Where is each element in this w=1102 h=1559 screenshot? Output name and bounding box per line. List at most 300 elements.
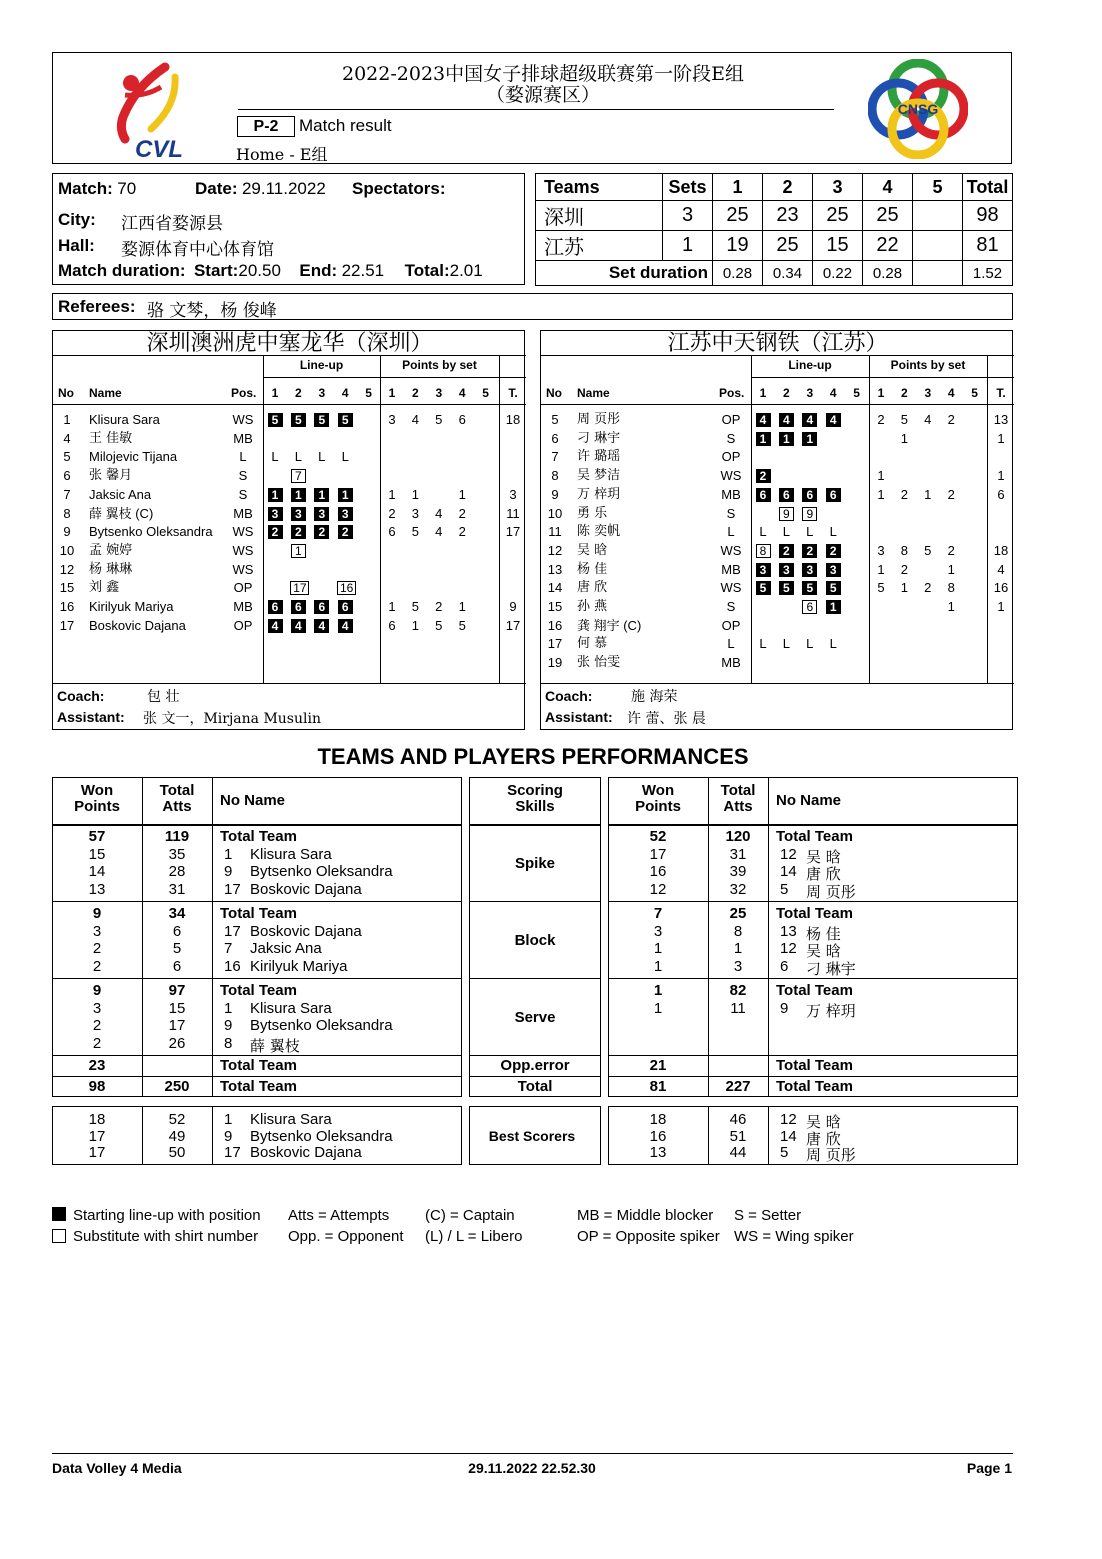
won-points: 1 xyxy=(653,982,663,999)
player-number: 13 xyxy=(547,561,563,577)
set-points: 8 xyxy=(947,580,955,596)
points-set-header: 5 xyxy=(482,386,489,400)
player-number: 1 xyxy=(224,845,233,863)
won-points: 1 xyxy=(653,940,663,957)
player-number: 14 xyxy=(780,1127,797,1145)
set-points: 5 xyxy=(900,412,908,427)
player-number: 6 xyxy=(780,957,789,975)
player-position: L xyxy=(727,636,735,652)
player-number: 6 xyxy=(63,468,71,484)
player-name: Jaksic Ana xyxy=(250,940,322,957)
total-team-label: Total Team xyxy=(220,1057,297,1074)
points-set-header: 3 xyxy=(435,386,443,400)
set1-duration: 0.28 xyxy=(713,261,763,286)
points-set-header: 4 xyxy=(458,386,466,400)
set-points: 2 xyxy=(877,412,885,427)
starting-position-box: 4 xyxy=(802,413,817,427)
player-position: WS xyxy=(232,524,254,540)
player-name: Klisura Sara xyxy=(89,412,160,427)
player-name: Bytsenko Oleksandra xyxy=(250,863,393,880)
player-name: 刘 鑫 xyxy=(89,580,120,596)
total-attempts: 17 xyxy=(168,1017,186,1034)
starting-position-box: 4 xyxy=(826,413,841,427)
set4-header: 4 xyxy=(863,174,913,201)
legend-s: S = Setter xyxy=(734,1207,802,1224)
sets-header: Sets xyxy=(663,174,713,201)
starting-position-box: 5 xyxy=(338,413,353,427)
won-points-header-line2: Points xyxy=(74,798,120,815)
set-points: 1 xyxy=(924,486,932,502)
total-attempts: 6 xyxy=(172,922,182,940)
set-duration-label: Set duration xyxy=(536,261,713,286)
player-name: 孙 燕 xyxy=(577,599,608,614)
set-points: 1 xyxy=(947,561,955,577)
player-number: 7 xyxy=(224,940,233,957)
total-atts-header-line2: Atts xyxy=(162,798,192,815)
won-points: 98 xyxy=(88,1078,106,1095)
page-code: P-2 xyxy=(237,116,295,137)
starting-position-box: 4 xyxy=(779,413,794,427)
player-number: 1 xyxy=(224,999,233,1017)
player-name: 吴 晗 xyxy=(806,1113,841,1131)
set-points: 5 xyxy=(924,542,932,558)
starting-position-box: 2 xyxy=(268,525,283,539)
starting-position-box: 4 xyxy=(338,619,353,633)
legend-captain: (C) = Captain xyxy=(425,1207,515,1224)
player-position: S xyxy=(726,599,736,614)
won-points: 15 xyxy=(88,845,106,863)
match-number: 70 xyxy=(117,179,137,198)
no-name-header: No Name xyxy=(776,792,842,809)
total-attempts: 82 xyxy=(729,982,747,999)
substitute-number-box: 16 xyxy=(337,581,356,595)
player-number: 15 xyxy=(547,599,563,614)
total-attempts: 1 xyxy=(733,940,743,957)
player-name: 刁 琳宇 xyxy=(577,430,621,446)
set-points: 6 xyxy=(388,617,396,633)
set3-header: 3 xyxy=(813,174,863,201)
won-points: 12 xyxy=(649,880,667,898)
player-number: 12 xyxy=(780,845,797,863)
starting-position-box: 3 xyxy=(756,563,771,577)
starting-position-box: 3 xyxy=(826,563,841,577)
won-points: 9 xyxy=(92,982,102,999)
referees-value: 骆 文棽，杨 俊峰 xyxy=(147,301,277,321)
set-points: 2 xyxy=(924,580,932,596)
total-attempts: 250 xyxy=(164,1078,190,1095)
substitute-number-box: 7 xyxy=(291,469,306,483)
player-total: 17 xyxy=(505,617,521,633)
starting-position-box: 6 xyxy=(779,488,794,502)
starting-position-box: 2 xyxy=(756,469,771,483)
set-points: 5 xyxy=(458,617,466,633)
set-points: 4 xyxy=(924,412,932,427)
won-points: 13 xyxy=(88,880,106,898)
player-name: 吴 梦洁 xyxy=(577,468,621,484)
set-points: 2 xyxy=(458,524,466,540)
won-points: 17 xyxy=(649,845,667,863)
starting-position-box: 1 xyxy=(802,432,817,446)
player-number: 19 xyxy=(547,655,563,671)
player-number: 6 xyxy=(551,430,559,446)
team-a-set4: 25 xyxy=(863,201,913,231)
pos-header: Pos. xyxy=(231,386,257,400)
player-total: 11 xyxy=(506,505,520,521)
total-attempts: 34 xyxy=(168,905,186,922)
player-name: 周 页彤 xyxy=(577,412,621,427)
player-name: 刁 琳宇 xyxy=(806,959,856,978)
assistant-name: 张 文一，Mirjana Musulin xyxy=(143,711,321,727)
player-name: Total Team xyxy=(220,905,297,922)
set-points: 1 xyxy=(411,617,419,633)
player-position: WS xyxy=(232,561,254,577)
player-name: Kirilyuk Mariya xyxy=(89,599,174,614)
points-by-set-header: Points by set xyxy=(402,358,477,372)
player-number: 7 xyxy=(551,449,559,465)
player-number: 15 xyxy=(59,580,75,596)
lineup-set-header: 1 xyxy=(759,386,767,400)
starting-position-box: 6 xyxy=(314,600,329,614)
player-total: 13 xyxy=(993,412,1009,427)
player-number: 17 xyxy=(224,1144,241,1161)
player-position: WS xyxy=(720,580,742,596)
team-name: 江苏中天钢铁（江苏） xyxy=(541,331,1014,356)
opp-error-label: Opp.error xyxy=(500,1057,570,1074)
points-set-header: 3 xyxy=(924,386,932,400)
points-by-set-header: Points by set xyxy=(890,358,966,372)
won-points-header-line2: Points xyxy=(635,798,681,815)
total-atts-header-line1: Total xyxy=(159,782,195,799)
starting-position-box: 2 xyxy=(826,544,841,558)
won-points: 17 xyxy=(88,1144,106,1161)
player-number: 1 xyxy=(63,412,71,427)
player-name: Boskovic Dajana xyxy=(89,617,186,633)
won-points: 3 xyxy=(92,999,102,1017)
starting-position-box: 1 xyxy=(826,600,841,614)
starting-position-box: 6 xyxy=(291,600,306,614)
player-number: 9 xyxy=(224,1017,233,1034)
player-name: Bytsenko Oleksandra xyxy=(89,524,213,540)
won-points: 13 xyxy=(649,1144,667,1161)
total-attempts: 44 xyxy=(729,1144,747,1161)
total-atts-header-line2: Atts xyxy=(723,798,753,815)
lineup-set-header: 4 xyxy=(341,386,349,400)
name-header: Name xyxy=(577,386,610,400)
home-line: Home - E组 xyxy=(236,145,328,164)
starting-position-box: 2 xyxy=(779,544,794,558)
player-number: 8 xyxy=(63,505,71,521)
team-b-set3: 15 xyxy=(813,231,863,261)
set-points: 2 xyxy=(947,542,955,558)
teams-header: Teams xyxy=(536,174,663,201)
set-points: 2 xyxy=(435,599,443,614)
total-attempts: 8 xyxy=(733,922,743,940)
column-divider xyxy=(768,1106,769,1165)
player-name: 龚 翔宇 (C) xyxy=(577,617,642,633)
total-team-label: Total Team xyxy=(776,1057,853,1074)
row-divider xyxy=(52,978,462,979)
lineup-set-header: 3 xyxy=(318,386,326,400)
starting-position-box: 6 xyxy=(826,488,841,502)
total-header: T. xyxy=(508,386,518,400)
player-number: 12 xyxy=(59,561,75,577)
footer-divider xyxy=(52,1453,1013,1454)
total-attempts: 11 xyxy=(730,999,746,1017)
row-divider xyxy=(608,1076,1018,1077)
won-points: 2 xyxy=(92,940,102,957)
set-points: 5 xyxy=(435,617,443,633)
player-position: MB xyxy=(233,430,253,446)
player-total: 18 xyxy=(993,542,1009,558)
best-scorers-label: Best Scorers xyxy=(488,1128,576,1144)
set-points: 3 xyxy=(877,542,885,558)
starting-position-box: 3 xyxy=(779,563,794,577)
won-points: 7 xyxy=(653,905,663,922)
total-team-label: Total Team xyxy=(776,1078,853,1095)
team-a-set1: 25 xyxy=(713,201,763,231)
won-points: 18 xyxy=(649,1111,667,1128)
starting-position-box: 4 xyxy=(291,619,306,633)
player-number: 9 xyxy=(551,486,559,502)
lineup-header: Line-up xyxy=(788,358,832,372)
player-name: 唐 欣 xyxy=(806,1129,841,1148)
team-b-set1: 19 xyxy=(713,231,763,261)
start-label: Start: xyxy=(193,261,239,280)
starting-position-box: 4 xyxy=(268,619,283,633)
player-number: 10 xyxy=(547,505,563,521)
player-name: 周 页彤 xyxy=(806,882,856,901)
player-number: 10 xyxy=(59,542,75,558)
total-attempts: 6 xyxy=(172,957,182,975)
starting-position-box: 3 xyxy=(268,507,283,521)
player-number: 8 xyxy=(224,1034,233,1052)
row-divider xyxy=(469,978,601,979)
player-position: OP xyxy=(721,617,741,633)
spectators-label: Spectators: xyxy=(352,179,446,198)
scoring-skills-header-line2: Skills xyxy=(515,798,555,815)
player-position: MB xyxy=(233,505,253,521)
starting-position-box: 2 xyxy=(802,544,817,558)
set-points: 2 xyxy=(900,486,908,502)
no-name-header: No Name xyxy=(220,792,286,809)
won-points: 81 xyxy=(649,1078,667,1095)
libero-mark: L xyxy=(829,636,837,652)
skill-label-block: Block xyxy=(514,932,556,949)
starting-position-box: 5 xyxy=(314,413,329,427)
set-points: 1 xyxy=(947,599,955,614)
player-name: 勇 乐 xyxy=(577,505,608,521)
starting-position-box: 5 xyxy=(268,413,283,427)
set-points: 3 xyxy=(411,505,419,521)
starting-position-box: 1 xyxy=(268,488,283,502)
set-points: 6 xyxy=(388,524,396,540)
player-number: 9 xyxy=(780,999,789,1017)
team-name: 深圳澳洲虎中塞龙华（深圳） xyxy=(53,331,526,356)
substitute-number-box: 6 xyxy=(802,600,817,614)
player-name: Bytsenko Oleksandra xyxy=(250,1017,393,1034)
substitute-number-box: 17 xyxy=(290,581,309,595)
player-total: 1 xyxy=(997,468,1005,484)
set-points: 1 xyxy=(877,561,885,577)
player-position: L xyxy=(727,524,735,540)
player-position: L xyxy=(239,449,247,465)
total-atts-header-line1: Total xyxy=(720,782,756,799)
total-header: Total xyxy=(963,174,1013,201)
lineup-set-header: 5 xyxy=(853,386,860,400)
referees-label: Referees: xyxy=(58,297,136,316)
duration-label: Match duration: xyxy=(58,261,186,280)
skill-label-serve: Serve xyxy=(514,1009,556,1026)
starting-position-box: 4 xyxy=(314,619,329,633)
libero-mark: L xyxy=(829,524,837,540)
player-name: 杨 佳 xyxy=(577,561,608,577)
player-name: Boskovic Dajana xyxy=(250,880,362,898)
player-name: 杨 佳 xyxy=(806,924,841,943)
player-number: 12 xyxy=(780,940,797,957)
player-position: OP xyxy=(721,449,741,465)
player-total: 18 xyxy=(505,412,521,427)
player-number: 17 xyxy=(224,880,241,898)
legend-op: OP = Opposite spiker xyxy=(577,1228,720,1245)
coach-label: Coach: xyxy=(57,688,105,704)
player-name: Jaksic Ana xyxy=(89,486,152,502)
total-value: 2.01 xyxy=(449,261,483,280)
points-set-header: 2 xyxy=(901,386,908,400)
starting-position-box: 5 xyxy=(826,581,841,595)
name-header: Name xyxy=(89,386,122,400)
libero-mark: L xyxy=(782,524,790,540)
player-name: 陈 奕帆 xyxy=(577,524,621,540)
player-number: 17 xyxy=(547,636,563,652)
coach-label: Coach: xyxy=(545,688,593,704)
player-number: 16 xyxy=(547,617,563,633)
starting-position-box: 5 xyxy=(802,581,817,595)
won-points: 52 xyxy=(649,828,667,845)
player-position: OP xyxy=(233,617,253,633)
total-attempts: 97 xyxy=(168,982,186,999)
starting-position-box: 1 xyxy=(314,488,329,502)
player-total: 16 xyxy=(993,580,1009,596)
player-name: Kirilyuk Mariya xyxy=(250,957,348,975)
player-name: 万 梓玥 xyxy=(806,1001,856,1020)
player-number: 9 xyxy=(224,863,233,880)
end-label: End: xyxy=(299,261,338,280)
player-number: 13 xyxy=(780,922,797,940)
starting-position-box: 2 xyxy=(314,525,329,539)
libero-mark: L xyxy=(782,636,790,652)
player-name: Total Team xyxy=(220,982,297,999)
team-b-sets: 1 xyxy=(663,231,713,261)
libero-mark: L xyxy=(759,636,767,652)
hall-value: 婺源体育中心体育馆 xyxy=(121,240,274,260)
total-attempts: 39 xyxy=(729,863,747,880)
won-points: 16 xyxy=(649,1127,667,1145)
player-name: Boskovic Dajana xyxy=(250,1144,362,1161)
set-points: 1 xyxy=(900,580,908,596)
page-subtitle: （婺源赛区） xyxy=(485,84,600,106)
player-name: 万 梓玥 xyxy=(577,486,621,502)
libero-mark: L xyxy=(341,449,349,465)
set-points: 5 xyxy=(877,580,885,596)
starting-position-box: 1 xyxy=(779,432,794,446)
player-name: Total Team xyxy=(220,828,297,845)
date-label: Date: xyxy=(195,179,238,198)
player-total: 17 xyxy=(505,524,521,540)
set-points: 2 xyxy=(458,505,466,521)
team-a-short: 深圳 xyxy=(536,201,663,231)
page-name: Match result xyxy=(299,116,392,135)
assistant-label: Assistant: xyxy=(57,709,125,725)
player-number: 5 xyxy=(780,1144,789,1161)
player-number: 16 xyxy=(224,957,241,975)
no-header: No xyxy=(58,386,74,400)
set1-header: 1 xyxy=(713,174,763,201)
team-a-sets: 3 xyxy=(663,201,713,231)
row-divider xyxy=(469,1076,601,1077)
end-value: 22.51 xyxy=(341,261,385,280)
substitute-number-box: 9 xyxy=(779,507,794,521)
set-points: 8 xyxy=(900,542,908,558)
pos-header: Pos. xyxy=(719,386,745,400)
team-b-set4: 22 xyxy=(863,231,913,261)
lineup-set-header: 5 xyxy=(365,386,372,400)
page-title: 2022-2023中国女子排球超级联赛第一阶段E组 xyxy=(342,63,744,85)
legend-substitute: Substitute with shirt number xyxy=(73,1228,259,1245)
starting-position-box: 1 xyxy=(756,432,771,446)
team-b-total: 81 xyxy=(963,231,1013,261)
won-points: 21 xyxy=(649,1057,667,1074)
set-points: 1 xyxy=(411,486,419,502)
player-number: 4 xyxy=(63,430,71,446)
player-total: 3 xyxy=(509,486,517,502)
team-b-short: 江苏 xyxy=(536,231,663,261)
player-name: 薛 翼枝 xyxy=(250,1036,300,1055)
total-attempts: 32 xyxy=(729,880,747,898)
total-attempts: 52 xyxy=(168,1111,186,1128)
legend-starting: Starting line-up with position xyxy=(73,1207,261,1224)
starting-position-box: 5 xyxy=(756,581,771,595)
player-position: WS xyxy=(720,468,742,484)
set-points: 5 xyxy=(411,524,419,540)
set-points: 1 xyxy=(458,599,466,614)
date-value: 29.11.2022 xyxy=(241,179,326,198)
starting-position-box: 6 xyxy=(338,600,353,614)
substitute-number-box: 1 xyxy=(291,544,306,558)
legend-libero: (L) / L = Libero xyxy=(425,1228,523,1245)
player-number: 9 xyxy=(224,1127,233,1145)
total-attempts: 3 xyxy=(733,957,743,975)
player-position: OP xyxy=(721,412,741,427)
row-divider xyxy=(469,1055,601,1056)
libero-mark: L xyxy=(271,449,279,465)
set-points: 4 xyxy=(411,412,419,427)
lineup-set-header: 4 xyxy=(829,386,837,400)
set-points: 2 xyxy=(900,561,908,577)
lineup-set-header: 1 xyxy=(271,386,279,400)
won-points: 18 xyxy=(88,1111,106,1128)
won-points: 2 xyxy=(92,1017,102,1034)
set-points: 4 xyxy=(435,505,443,521)
won-points: 3 xyxy=(92,922,102,940)
libero-mark: L xyxy=(318,449,326,465)
player-position: MB xyxy=(233,599,253,614)
set-points: 1 xyxy=(900,430,908,446)
total-duration: 1.52 xyxy=(963,261,1013,286)
lineup-set-header: 2 xyxy=(783,386,790,400)
set-points: 1 xyxy=(877,468,885,484)
total-attempts: 49 xyxy=(168,1127,186,1145)
player-name: 许 璐瑶 xyxy=(577,449,621,465)
